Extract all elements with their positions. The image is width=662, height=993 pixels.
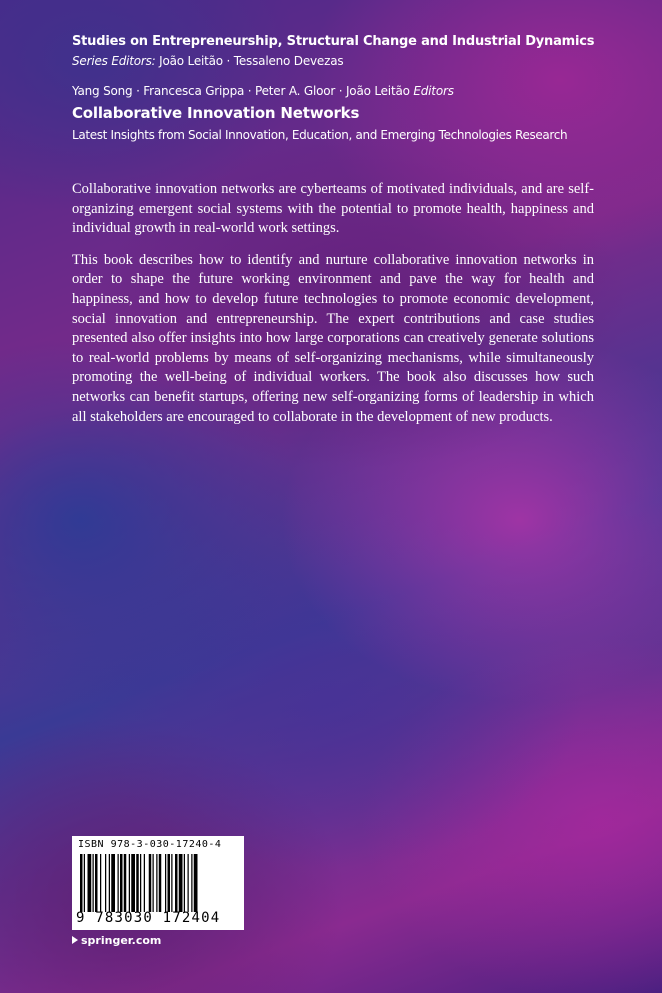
book-editors-label: Editors [413, 84, 454, 98]
barcode-digits: 9 783030 172404 [76, 910, 221, 926]
barcode-bar [105, 854, 106, 912]
barcode-bar [175, 854, 178, 912]
triangle-arrow-icon [72, 936, 78, 944]
barcode-bar [95, 854, 98, 912]
barcode-bars [80, 854, 236, 912]
series-title: Studies on Entrepreneurship, Structural Change and Industrial Dynamics [72, 34, 595, 49]
description-paragraph-2: This book describes how to identify and nurture collaborative innovation networks in order to shape the future working environment and pave the way for health and happiness, and how to develop future technologies to promote economic development, social innovation and entrepreneurship. The expert contributions and case studies presented also offer insights into how large corporations can creatively generate solutions to real-world problems by means of self-organizing mechanisms, while simultaneously promoting the well-being of individual workers. The book also discusses how such networks can benefit startups, offering new self-organizing forms of leadership in which all stakeholders are encouraged to collaborate in the development of new products. [72, 251, 594, 425]
barcode-bar [168, 854, 171, 912]
publisher-url: springer.com [81, 934, 162, 947]
barcode-bar [165, 854, 166, 912]
book-editors [72, 84, 454, 98]
barcode-bar [188, 854, 189, 912]
barcode-bar [184, 854, 185, 912]
book-subtitle: Latest Insights from Social Innovation, Education, and Emerging Technologies Research [72, 128, 568, 142]
barcode-bar [179, 854, 183, 912]
series-editors [72, 54, 343, 68]
barcode-bar [136, 854, 139, 912]
barcode-bar [84, 854, 85, 912]
barcode-bar [144, 854, 145, 912]
description [72, 180, 594, 439]
series-editors-names: João Leitão · Tessaleno Devezas [159, 54, 344, 68]
barcode-bar [80, 854, 83, 912]
barcode-bar [100, 854, 101, 912]
barcode-bar [140, 854, 141, 912]
barcode-bar [109, 854, 110, 912]
barcode-bar [194, 854, 198, 912]
barcode-bar [88, 854, 92, 912]
barcode-bar [156, 854, 157, 912]
barcode-bar [149, 854, 152, 912]
barcode-bar [124, 854, 127, 912]
barcode-bar [131, 854, 135, 912]
isbn-label: ISBN 978-3-030-17240-4 [78, 839, 222, 850]
barcode-bar [171, 854, 172, 912]
series-editors-label: Series Editors: [72, 54, 156, 68]
publisher-link[interactable] [72, 934, 161, 947]
book-title: Collaborative Innovation Networks [72, 104, 360, 122]
barcode-bar [93, 854, 94, 912]
barcode-bar [129, 854, 130, 912]
barcode-bar [153, 854, 154, 912]
description-paragraph-1: Collaborative innovation networks are cyberteams of motivated individuals, and are self-organizing emergent social systems with the potential to promote health, happiness and individual growth in real-world work settings. [72, 181, 594, 237]
isbn-barcode [72, 836, 244, 930]
barcode-bar [120, 854, 123, 912]
barcode-bar [111, 854, 115, 912]
book-editors-names: Yang Song · Francesca Grippa · Peter A. Gloor · João Leitão [72, 84, 410, 98]
barcode-bar [118, 854, 119, 912]
barcode-bar [191, 854, 192, 912]
barcode-bar [159, 854, 162, 912]
